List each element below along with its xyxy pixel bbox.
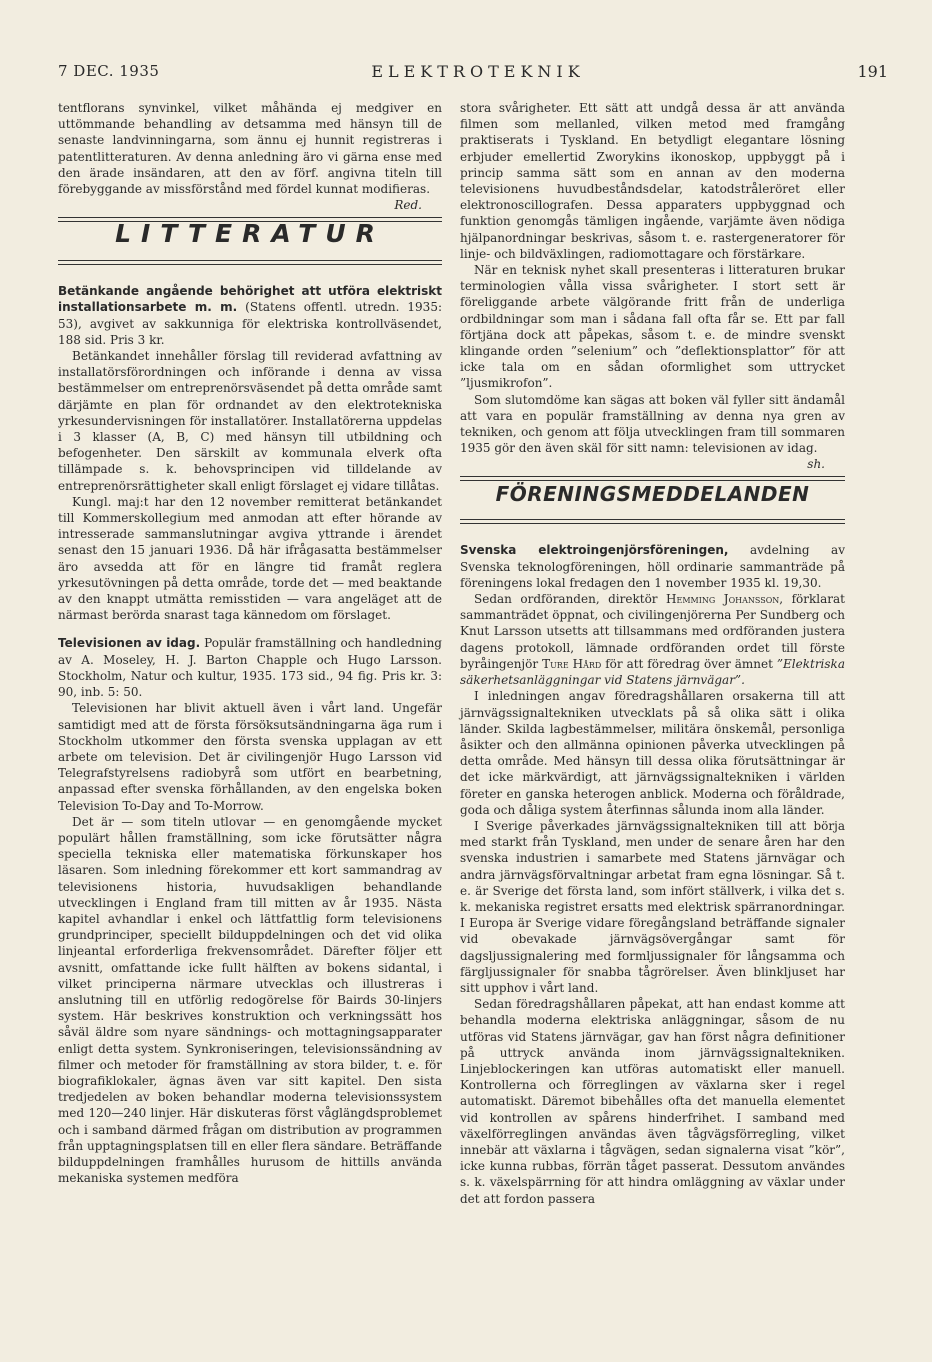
- book1-title: Betänkande angående behörighet att utföra elektriskt installationsarbete m. m.: [58, 284, 442, 315]
- section-title-litteratur: LITTERATUR: [115, 219, 385, 249]
- org-name: Svenska elektroingenjörsföreningen,: [460, 543, 729, 558]
- litteratur-heading-box: [58, 217, 442, 265]
- editor-signature: Red.: [394, 198, 422, 213]
- book2-entry: [58, 635, 442, 700]
- journal-title: ELEKTROTEKNIK: [371, 62, 585, 81]
- org-paragraph-5: Sedan föredragshållaren påpekat, att han endast komme att behandla moderna elektriska anläggningar, såsom de nu utföras vid Statens järnvägar, gav han först några definitioner på uttryck använda inom järnvägssignaltekniken. Linjeblockeringen kan utföras automatiskt eller manuell. Kontrollerna och förreglingen av växlarna sker i regel automatiskt. Däremot bibehålles ofta det manuella elementet vid kontrollen av spårens hinderfrihet. I samband med växelförreglingen användas även tågvägsförregling, vilket innebär att växlarna i tågvägen, sedan signalerna visat ”kör”, icke kunna rubbas, förrän tåget passerat. Dessutom användes s. k. växelspärrning för att hindra omläggning av växlar under det att fordon passera: [460, 997, 845, 1206]
- review-paragraph-1: stora svårigheter. Ett sätt att undgå dessa är att använda filmen som mellanled, vilken metod med framgång praktiserats i Tyskland. En betydligt elegantare lösning erbjuder emellertid Zworykins ikonoskop, uppbyggt på i princip samma sätt som en annan av den moderna televisionens huvudbeståndsdelar, katodstråleröret eller elektronoscillografen. Dessa apparaters uppbyggnad och funktion genomgås tämligen ingående, varjämte även nödiga hjälpanordningar beskrivas, såsom t. e. rastergeneratorer för linje- och bildväxlingen, radiomottagare och förstärkare.: [460, 101, 845, 261]
- reviewer-signature: sh.: [807, 457, 825, 472]
- org-paragraph-2: Sedan ordföranden, direktör Hemming Johansson, förklarat sammanträdet öppnat, och civilingenjörerna Per Sundberg och Knut Larsson utsetts att tillsammans med ordföranden justera dagens protokoll, lämnade ordföranden ordet till förste byråingenjör Ture Hård för att föredrag över ämnet ”Elektriska säkerhetsanläggningar vid Statens järnvägar”.: [460, 592, 845, 688]
- book1-entry: [58, 283, 442, 348]
- heading-rule-bottom: [58, 260, 442, 265]
- issue-date: 7 DEC. 1935: [58, 62, 160, 80]
- left-column: [58, 100, 442, 1186]
- review-paragraph-3: Som slutomdöme kan sägas att boken väl fyller sitt ändamål att vara en populär framställning av denna nya gren av tekniken, och genom att följa utvecklingen fram till sommaren 1935 gör den även skäl för sitt namn: televisionen av idag. sh.: [460, 392, 845, 472]
- foreningsmeddelanden-heading-box: [460, 476, 845, 524]
- intro-paragraph: tentflorans synvinkel, vilket måhända ej medgiver en uttömmande behandling av detsamma med hänsyn till de senaste landvinningarna, som ännu ej hunnit registreras i patentlitteraturen. Av denna anledning äro vi gärna ense med den ärade insändaren, att den av förf. angivna titeln till förebyggande av missförstånd med fördel kunnat modifieras. Red.: [58, 101, 442, 213]
- right-column: [460, 100, 845, 1207]
- review-paragraph-2: När en teknisk nyhet skall presenteras i litteraturen brukar terminologien vålla vissa svårigheter. I stort sett är föreliggande arbete välgörande fritt från de underliga ordbildningar som man i sådana fall ofta får se. Ett par fall förtjäna dock att påpekas, såsom t. e. de mindre svenskt klingande orden ”selenium” och ”deflektionsplattor” för att icke tala om en sådan oformlighet som uttrycket ”ljusmikrofon”.: [460, 263, 845, 391]
- section-title-foreningsmeddelanden: FÖRENINGSMEDDELANDEN: [495, 482, 810, 507]
- chairman-name: Hemming Johansson,: [666, 592, 784, 607]
- book1-meta: (Statens offentl. utredn. 1935: 53), avgivet av sakkunniga för elektriska kontrollväsendet, 188 sid. Pris 3 kr.: [58, 300, 442, 347]
- book2-title: Televisionen av idag.: [58, 636, 201, 651]
- book1-paragraph-2: Kungl. maj:t har den 12 november remitterat betänkandet till Kommerskollegium med anmodan att efter hörande av intresserade sammanslutningar avgiva yttrande i ärendet senast den 15 januari 1936. Då här ifrågasatta bestämmelser äro avsedda att för en längre tid framåt reglera yrkesutövningen på detta område, torde det — med beaktande av den knappt utmätta remisstiden — vara angeläget att de närmast berörda snarast taga kännedom om förslaget.: [58, 494, 442, 623]
- heading-rule-bottom-2: [460, 519, 845, 524]
- book2-paragraph-2: Det är — som titeln utlovar — en genomgående mycket populärt hållen framställning, som icke förutsätter några speciella tekniska eller matematiska förkunskaper hos läsaren. Som inledning förekommer ett kort sammandrag av televisionens historia, huvudsakligen behandlande utvecklingen i England fram till mitten av år 1935. Nästa kapitel avhandlar i enkel och lättfattlig form televisionens grundprinciper, speciellt bilduppdelningen och det vid olika linjeantal erforderliga frekvensområdet. Därefter följer ett avsnitt, omfattande icke fullt hälften av bokens sidantal, i vilket principerna närmare utvecklas och illustreras i anslutning till en utförlig redogörelse för Bairds 30-linjers system. Här beskrives konstruktion och verkningssätt hos såväl äldre som nyare sändnings- och mottagningsapparater enligt detta system. Synkroniseringen, televisionssändning av filmer och metoder för framställning av stora bilder, t. e. för biografiklokaler, ägnas även var sitt kapitel. Den sista tredjedelen av boken behandlar moderna televisionssystem med 120—240 linjer. Här diskuteras först våglängdsproblemet och i samband därmed frågan om distribution av programmen från upptagningsplatsen till en eller flera sändare. Beträffande bilduppdelningen framhålles hurusom de hittills använda mekaniska systemen medföra: [58, 814, 442, 1186]
- org-paragraph-3: I inledningen angav föredragshållaren orsakerna till att järnvägssignaltekniken utvecklats på så olika sätt i olika länder. Skilda lagbestämmelser, militära önskemål, personliga åsikter och den allmänna opinionen påverka utvecklingen på detta område. Med hänsyn till dessa olika förutsättningar är det icke märkvärdigt, att järnvägssignaltekniken i världen företer en ganska heterogen anblick. Moderna och föråldrade, goda och dåliga system återfinnas sålunda inom alla länder.: [460, 689, 845, 817]
- book2-paragraph-1: Televisionen har blivit aktuell även i vårt land. Ungefär samtidigt med att de första försöksutsändningarna äga rum i Stockholm utkommer den första svenska upplagan av ett arbete om television. Det är civilingenjör Hugo Larsson vid Telegrafstyrelsens radiobyrå som utfört en bearbetning, anpassad efter svenska förhållanden, av den engelska boken Television To-Day and To-Morrow.: [58, 701, 442, 813]
- speaker-name: Ture Hård: [542, 656, 602, 671]
- page-header: [58, 62, 888, 84]
- org-paragraph-4: I Sverige påverkades järnvägssignaltekniken till att börja med starkt från Tyskland, men under de senare åren har den svenska industrien i samarbete med Statens järnvägar och andra järnvägsförvaltningar arbetat fram egna lösningar. Så t. e. är Sverige det första land, som infört ställverk, i vilka det s. k. mekaniska registret ersatts med elektrisk spärranordningar. I Europa är Sverige vidare föregångsland beträffande signaler vid obevakade järnvägsövergångar samt för dagsljussignalering med formljussignaler för långsamma och färgljussignaler för snabba tågrörelser. Även blinkljuset har sitt upphov i vårt land.: [460, 818, 845, 995]
- heading-rule-top-2: [460, 476, 845, 481]
- book1-paragraph-1: Betänkandet innehåller förslag till reviderad avfattning av installatörsförordningen och införande i denna av vissa bestämmelser om entreprenörsväsendet på detta område samt därjämte en plan för ordnandet av den elektrotekniska yrkesundervisningen för installatörer. Installatörerna uppdelas i 3 klasser (A, B, C) med hänsyn till utbildning och befogenheter. Den särskilt av kommunala elverk ofta tillämpade s. k. behovsprincipen vid tilldelande av entreprenörsrättigheter skall enligt förslaget ej vidare tillåtas.: [58, 349, 442, 493]
- org-paragraph-1: Svenska elektroingenjörsföreningen, avdelning av Svenska teknologföreningen, höll ordinarie sammanträde på föreningens lokal fredagen den 1 november 1935 kl. 19,30.: [460, 543, 845, 590]
- page-number: 191: [857, 62, 888, 81]
- book2-meta: Populär framställning och handledning av A. Moseley, H. J. Barton Chapple och Hugo Larsson. Stockholm, Natur och kultur, 1935. 173 sid., 94 fig. Pris kr. 3: 90, inb. 5: 50.: [58, 636, 442, 700]
- lecture-topic: ”Elektriska säkerhetsanläggningar vid Statens järnvägar”.: [460, 656, 845, 688]
